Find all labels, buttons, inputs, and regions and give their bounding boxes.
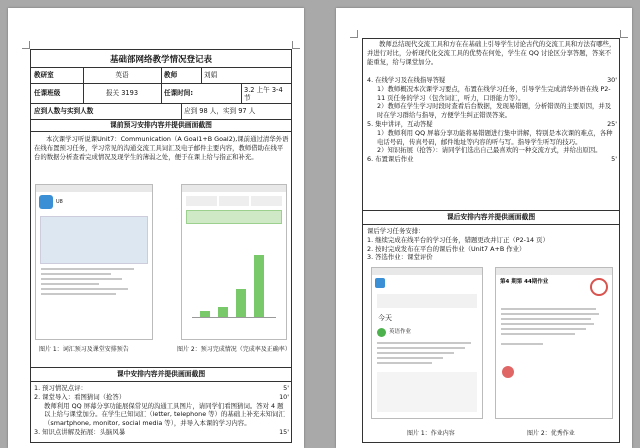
in-class-section <box>31 381 291 443</box>
list-item: 2. 按时完成发布在平台的课后作业（Unit7 A+B 作业） <box>367 244 526 253</box>
in-class-list <box>34 384 289 437</box>
caption-picture-1: 图片 1：词汇预习及课堂安排预告 <box>39 346 129 353</box>
attendance-value: 应到 98 人，实到 97 人 <box>184 107 256 115</box>
document-page-2 <box>336 8 632 448</box>
margin-corner-mark <box>22 41 30 49</box>
table-row <box>31 103 291 119</box>
class-label: 任课班级 <box>34 89 61 97</box>
attendance-label: 应到人数与实到人数 <box>34 107 94 115</box>
after-class-section <box>363 224 619 443</box>
screenshot-completion-stats <box>181 184 287 340</box>
teach-group-label: 教研室 <box>34 71 54 79</box>
after-class-list <box>367 227 617 262</box>
preview-description: 本次课学习听说课Unit7：Communication（A Goal1+B Goal2),课前通过清华外语在线布置预习任务，学习常见的沟通交流工具词汇及电子邮件主要内容，教师借助在线平台的数据分析查看完成情况及现学生的薄弱之处，便于在课上给与指正和补充。 <box>34 135 289 161</box>
list-item: 课后学习任务安排： <box>367 227 425 235</box>
list-item: 3. 答选作业：课堂评价 <box>367 253 433 262</box>
app-icon <box>377 328 386 337</box>
discussion-text: 教师总结现代交流工具和方在在基础上引导学生讨论古代的交流工具和方法有哪些，并进行对比，分析现代化交流工具的优势在何处，学生在 QQ 讨论区分享答题，答案不能重复，给与课堂加分。 <box>367 40 616 66</box>
list-item: 4. 在线学习及在线指导答疑 30' <box>367 76 617 84</box>
app-icon <box>375 278 385 288</box>
caption-picture-3: 图片 1：作业内容 <box>407 430 455 437</box>
section-heading: 课后安排内容并提供画面截图 <box>363 210 619 224</box>
time-value: 3.2 上午 3-4 节 <box>244 85 283 102</box>
screenshot-excellent-work <box>495 267 613 419</box>
list-item-detail: 2）教师在学生学习时段时查看后台数据，发现易错题，分析错误的主要原因，并及时在学习群给与指导，方便学生纠正错误答案。 <box>377 102 612 120</box>
teacher-value: 刘娟 <box>204 71 218 79</box>
caption-picture-4: 图片 2：优秀作业 <box>527 430 575 437</box>
list-item-detail: 2）知识拓展（抢答）：请同学们选出自己最喜欢的一种交流方式，并给出原因。 <box>377 146 602 155</box>
list-item: 6. 布置课后作业 5' <box>367 155 617 164</box>
chat-title: U8 <box>56 198 63 205</box>
section-heading: 课中安排内容并提供画面截图 <box>31 367 291 381</box>
class-value: 报关 3193 <box>105 89 139 97</box>
avatar <box>502 366 514 378</box>
list-item: 3. 知识点讲解及拓展：头脑风暴 15' <box>34 427 289 436</box>
caption-picture-2: 图片 2：预习完成情况（完成率及正确率） <box>177 346 291 353</box>
page-title: 基础部网络教学情况登记表 <box>109 55 212 65</box>
margin-corner-mark <box>620 30 628 38</box>
app-name: 英语作业 <box>389 329 412 335</box>
table-row <box>31 67 291 83</box>
teacher-label: 教师 <box>164 71 178 79</box>
margin-corner-mark <box>350 30 358 38</box>
list-item: 5. 集中讲评，互动答疑 25' <box>367 119 617 128</box>
list-item: 1. 继续完成在线平台的学习任务，错题更改并订正（P2-14 页） <box>367 235 549 244</box>
list-item: 1. 预习情况点评： 5' <box>34 384 289 392</box>
screenshot-vocab-preview <box>35 184 153 340</box>
screenshot-homework <box>371 267 483 419</box>
time-label: 任课时间: <box>164 89 194 97</box>
registration-table-continued <box>362 38 620 443</box>
homework-title: 第4 期第 44期作业 <box>500 279 549 285</box>
document-page-1 <box>8 8 304 448</box>
preview-section <box>31 131 291 367</box>
section-heading: 课前预习安排内容并提供画面截图 <box>31 119 291 131</box>
grade-stamp-icon <box>590 278 608 296</box>
app-icon <box>39 195 53 209</box>
margin-corner-mark <box>292 41 300 49</box>
list-item-detail: 教师利用 QQ 屏幕分享功能展保常见的沟通工具图片，请同学们看图猜词。答对 4 题以上给与课堂加分。在学生已知词汇（letter, telephone 等）的基础上补充未知词汇（smartphone, monitor, social media 等），并导入本课的学习内容。 <box>44 401 285 428</box>
registration-table <box>30 49 292 443</box>
date-header: 今天 <box>378 314 392 322</box>
table-row <box>31 83 291 103</box>
teach-group-value: 英语 <box>115 71 129 79</box>
in-class-continued <box>363 38 619 210</box>
list-item-detail: 1）教师利用 QQ 屏幕分享功能将易错题进行集中讲解，特别是本次课的难点，各种电话号码，传真号码，邮件地址等内容的听与写。指导学生听写的技巧。 <box>377 128 613 146</box>
list-item-detail: 1）教师概况本次课学习要点，布置在线学习任务，引导学生完成清华外语在线 P2-11 页任务的学习（包含词汇，听力，口语能力等）。 <box>377 84 611 102</box>
in-class-list-continued <box>367 76 617 164</box>
list-item: 2. 课堂导入：看图猜词（抢答） 10' <box>34 392 289 401</box>
